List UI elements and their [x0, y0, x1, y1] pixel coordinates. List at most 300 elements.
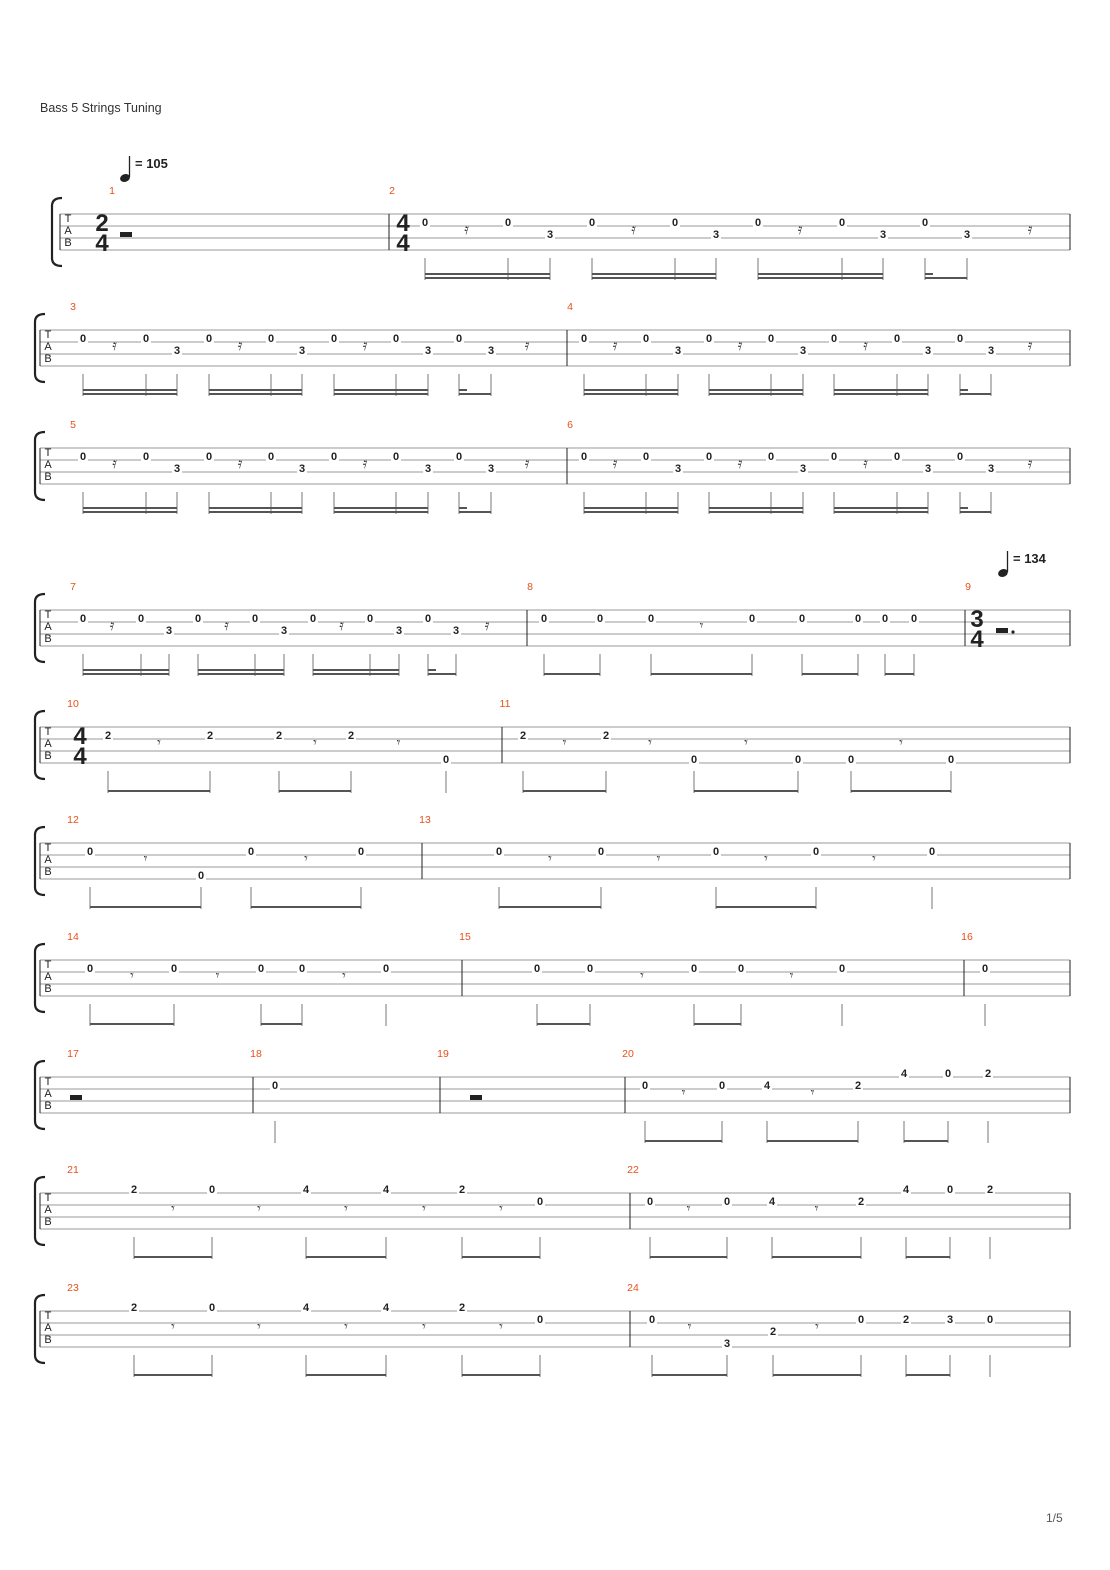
eighth-rest: 𝄾 — [313, 734, 317, 750]
time-signature-numerator: 4 — [396, 210, 410, 237]
eighth-rest: 𝄾 — [810, 1084, 815, 1100]
fret-number: 0 — [705, 451, 713, 463]
eighth-rest: 𝄾 — [899, 734, 903, 750]
staff-system — [52, 198, 1070, 280]
measure-number: 15 — [459, 931, 471, 943]
fret-number: 3 — [723, 1338, 731, 1350]
tab-clef-letter: T — [44, 726, 52, 738]
tab-clef-letter: B — [44, 471, 52, 483]
fret-number: 2 — [275, 730, 283, 742]
beam-primary — [645, 1140, 722, 1142]
eighth-rest: 𝄾 — [171, 1200, 175, 1216]
fret-number: 0 — [947, 754, 955, 766]
tab-clef-letter: A — [44, 459, 52, 471]
eighth-rest: 𝄾 — [304, 850, 308, 866]
fret-number: 4 — [382, 1184, 390, 1196]
measure-number: 7 — [70, 581, 76, 593]
tab-clef-letter: B — [44, 353, 52, 365]
tab-clef-letter: A — [44, 738, 52, 750]
fret-number: 0 — [79, 613, 87, 625]
eighth-rest: 𝄾 — [143, 850, 148, 866]
fret-number: 3 — [987, 463, 995, 475]
fret-number: 3 — [674, 345, 682, 357]
beam-primary — [425, 277, 550, 279]
beam-secondary — [960, 389, 968, 391]
beam-primary — [772, 1256, 861, 1258]
beam-primary — [904, 1140, 948, 1142]
beam-secondary — [834, 507, 928, 509]
eighth-rest: 𝄾 — [648, 734, 652, 750]
tab-clef-letter: A — [44, 341, 52, 353]
beam-primary — [83, 511, 177, 513]
tab-clef-letter: A — [44, 1204, 52, 1216]
beam-primary — [925, 277, 967, 279]
sixteenth-rest: 𝄿 — [362, 337, 368, 354]
beam-secondary — [428, 669, 436, 671]
staff-system — [35, 1061, 1070, 1143]
beam-secondary — [425, 273, 550, 275]
fret-number: 0 — [366, 613, 374, 625]
sixteenth-rest: 𝄿 — [1027, 337, 1033, 354]
fret-number: 3 — [298, 345, 306, 357]
fret-number: 3 — [799, 345, 807, 357]
fret-number: 3 — [452, 625, 460, 637]
eighth-rest: 𝄾 — [548, 850, 552, 866]
half-rest — [70, 1095, 82, 1100]
beam-primary — [134, 1256, 212, 1258]
beam-primary — [906, 1374, 950, 1376]
fret-number: 0 — [838, 217, 846, 229]
tempo-label: = 105 — [135, 156, 168, 171]
eighth-rest: 𝄾 — [814, 1200, 819, 1216]
fret-number: 0 — [251, 613, 259, 625]
beam-secondary — [584, 507, 678, 509]
fret-number: 0 — [170, 963, 178, 975]
beam-primary — [651, 673, 752, 675]
beam-primary — [758, 277, 883, 279]
fret-number: 0 — [893, 451, 901, 463]
beam-primary — [544, 673, 600, 675]
beam-secondary — [459, 389, 467, 391]
tab-clef-letter: B — [44, 750, 52, 762]
beam-secondary — [758, 273, 883, 275]
beam-primary — [83, 673, 169, 675]
fret-number: 2 — [206, 730, 214, 742]
tab-clef-letter: B — [44, 983, 52, 995]
tab-clef-letter: B — [44, 866, 52, 878]
eighth-rest: 𝄾 — [215, 967, 220, 983]
fret-number: 0 — [857, 1314, 865, 1326]
beam-primary — [906, 1256, 950, 1258]
fret-number: 0 — [648, 1314, 656, 1326]
beam-primary — [767, 1140, 858, 1142]
staff-system — [35, 944, 1070, 1026]
beam-primary — [198, 673, 284, 675]
beam-primary — [209, 511, 302, 513]
tab-clef-letter: A — [44, 1088, 52, 1100]
eighth-rest: 𝄾 — [499, 1200, 503, 1216]
fret-number: 0 — [267, 451, 275, 463]
sixteenth-rest: 𝄿 — [1027, 221, 1033, 238]
eighth-rest: 𝄾 — [744, 734, 748, 750]
fret-number: 0 — [194, 613, 202, 625]
sixteenth-rest: 𝄿 — [797, 221, 803, 238]
beam-primary — [209, 393, 302, 395]
fret-number: 4 — [302, 1184, 310, 1196]
fret-number: 0 — [794, 754, 802, 766]
eighth-rest: 𝄾 — [656, 850, 661, 866]
staff-system — [35, 827, 1070, 909]
fret-number: 0 — [690, 754, 698, 766]
eighth-rest: 𝄾 — [686, 1200, 691, 1216]
beam-primary — [428, 673, 456, 675]
beam-primary — [652, 1374, 727, 1376]
fret-number: 3 — [165, 625, 173, 637]
fret-number: 0 — [838, 963, 846, 975]
beam-primary — [306, 1374, 386, 1376]
fret-number: 3 — [924, 345, 932, 357]
fret-number: 0 — [392, 333, 400, 345]
beam-primary — [709, 393, 803, 395]
fret-number: 0 — [267, 333, 275, 345]
fret-number: 0 — [205, 333, 213, 345]
fret-number: 0 — [137, 613, 145, 625]
measure-number: 14 — [67, 931, 79, 943]
beam-primary — [885, 673, 914, 675]
beam-secondary — [209, 389, 302, 391]
eighth-rest: 𝄾 — [344, 1200, 348, 1216]
measure-number: 5 — [70, 419, 76, 431]
beam-primary — [584, 511, 678, 513]
fret-number: 0 — [723, 1196, 731, 1208]
fret-number: 0 — [718, 1080, 726, 1092]
fret-number: 0 — [641, 1080, 649, 1092]
beam-primary — [108, 790, 210, 792]
fret-number: 2 — [854, 1080, 862, 1092]
measure-number: 21 — [67, 1164, 79, 1176]
fret-number: 0 — [642, 451, 650, 463]
measure-number: 19 — [437, 1048, 449, 1060]
beam-secondary — [209, 507, 302, 509]
fret-number: 3 — [487, 345, 495, 357]
eighth-rest: 𝄾 — [257, 1200, 261, 1216]
time-signature-numerator: 4 — [73, 723, 87, 750]
beam-primary — [251, 906, 361, 908]
eighth-rest: 𝄾 — [257, 1318, 261, 1334]
beam-primary — [134, 1374, 212, 1376]
fret-number: 0 — [798, 613, 806, 625]
fret-number: 0 — [893, 333, 901, 345]
sixteenth-rest: 𝄿 — [237, 455, 243, 472]
sixteenth-rest: 𝄿 — [362, 455, 368, 472]
beam-primary — [462, 1374, 540, 1376]
measure-number: 6 — [567, 419, 573, 431]
fret-number: 0 — [421, 217, 429, 229]
fret-number: 0 — [748, 613, 756, 625]
tab-clef-letter: T — [44, 329, 52, 341]
fret-number: 3 — [298, 463, 306, 475]
fret-number: 3 — [674, 463, 682, 475]
fret-number: 3 — [173, 345, 181, 357]
eighth-rest: 𝄾 — [130, 967, 134, 983]
beam-secondary — [834, 389, 928, 391]
fret-number: 0 — [910, 613, 918, 625]
fret-number: 0 — [944, 1068, 952, 1080]
fret-number: 3 — [487, 463, 495, 475]
fret-number: 0 — [382, 963, 390, 975]
fret-number: 4 — [302, 1302, 310, 1314]
sixteenth-rest: 𝄿 — [112, 455, 117, 472]
beam-primary — [960, 393, 991, 395]
time-signature-numerator: 2 — [95, 210, 109, 237]
sixteenth-rest: 𝄿 — [484, 617, 490, 634]
tab-clef-letter: T — [44, 1192, 52, 1204]
beam-primary — [459, 393, 491, 395]
beam-secondary — [960, 507, 968, 509]
fret-number: 3 — [280, 625, 288, 637]
fret-number: 0 — [298, 963, 306, 975]
beam-secondary — [313, 669, 399, 671]
sixteenth-rest: 𝄿 — [237, 337, 243, 354]
tempo-label: = 134 — [1013, 551, 1046, 566]
beam-secondary — [592, 273, 716, 275]
fret-number: 0 — [981, 963, 989, 975]
fret-number: 0 — [205, 451, 213, 463]
beam-primary — [261, 1023, 302, 1025]
fret-number: 4 — [382, 1302, 390, 1314]
tab-clef-letter: A — [64, 225, 72, 237]
eighth-rest: 𝄾 — [422, 1200, 426, 1216]
fret-number: 0 — [690, 963, 698, 975]
beam-primary — [334, 511, 428, 513]
fret-number: 4 — [763, 1080, 771, 1092]
staff-system — [35, 594, 1070, 676]
half-rest — [120, 232, 132, 237]
beam-primary — [279, 790, 351, 792]
tab-clef-letter: B — [64, 237, 72, 249]
rest-dot — [1011, 630, 1014, 633]
fret-number: 4 — [902, 1184, 910, 1196]
beam-primary — [592, 277, 716, 279]
fret-number: 0 — [671, 217, 679, 229]
fret-number: 0 — [767, 451, 775, 463]
beam-primary — [90, 1023, 174, 1025]
fret-number: 2 — [986, 1184, 994, 1196]
fret-number: 3 — [924, 463, 932, 475]
beam-secondary — [709, 507, 803, 509]
fret-number: 0 — [754, 217, 762, 229]
beam-secondary — [334, 389, 428, 391]
tab-clef-letter: B — [44, 1216, 52, 1228]
measure-number: 23 — [67, 1282, 79, 1294]
fret-number: 2 — [769, 1326, 777, 1338]
eighth-rest: 𝄾 — [789, 967, 794, 983]
tab-clef-letter: T — [44, 1076, 52, 1088]
half-rest — [996, 628, 1008, 633]
staff-system — [35, 432, 1070, 514]
fret-number: 3 — [963, 229, 971, 241]
staff-system — [35, 1295, 1070, 1377]
fret-number: 0 — [847, 754, 855, 766]
eighth-rest: 𝄾 — [640, 967, 644, 983]
time-signature-denominator: 4 — [73, 743, 87, 770]
tab-clef-letter: T — [44, 447, 52, 459]
measure-number: 3 — [70, 301, 76, 313]
fret-number: 3 — [799, 463, 807, 475]
fret-number: 0 — [357, 846, 365, 858]
eighth-rest: 𝄾 — [342, 967, 346, 983]
beam-primary — [834, 511, 928, 513]
half-rest — [470, 1095, 482, 1100]
fret-number: 0 — [142, 451, 150, 463]
fret-number: 4 — [768, 1196, 776, 1208]
sixteenth-rest: 𝄿 — [524, 337, 530, 354]
eighth-rest: 𝄾 — [699, 617, 704, 633]
tab-clef-letter: T — [44, 609, 52, 621]
fret-number: 0 — [86, 846, 94, 858]
fret-number: 0 — [455, 333, 463, 345]
beam-primary — [709, 511, 803, 513]
beam-secondary — [925, 273, 933, 275]
beam-primary — [802, 673, 858, 675]
fret-number: 0 — [737, 963, 745, 975]
beam-primary — [694, 790, 798, 792]
sixteenth-rest: 𝄿 — [631, 221, 636, 238]
fret-number: 0 — [986, 1314, 994, 1326]
beam-primary — [584, 393, 678, 395]
fret-number: 3 — [173, 463, 181, 475]
beam-primary — [306, 1256, 386, 1258]
fret-number: 0 — [197, 870, 205, 882]
beam-secondary — [198, 669, 284, 671]
beam-secondary — [459, 507, 467, 509]
tab-clef-letter: A — [44, 621, 52, 633]
time-signature-denominator: 4 — [95, 230, 109, 257]
beam-primary — [334, 393, 428, 395]
beam-primary — [716, 906, 816, 908]
tuning-label: Bass 5 Strings Tuning — [40, 101, 162, 115]
fret-number: 0 — [767, 333, 775, 345]
measure-number: 24 — [627, 1282, 639, 1294]
fret-number: 4 — [900, 1068, 908, 1080]
eighth-rest: 𝄾 — [764, 850, 768, 866]
fret-number: 0 — [142, 333, 150, 345]
measure-number: 10 — [67, 698, 79, 710]
beam-primary — [960, 511, 991, 513]
fret-number: 0 — [881, 613, 889, 625]
fret-number: 0 — [79, 333, 87, 345]
fret-number: 2 — [458, 1302, 466, 1314]
fret-number: 3 — [987, 345, 995, 357]
fret-number: 0 — [580, 333, 588, 345]
eighth-rest: 𝄾 — [687, 1318, 692, 1334]
eighth-rest: 𝄾 — [815, 1318, 819, 1334]
staff-system — [35, 314, 1070, 396]
measure-number: 9 — [965, 581, 971, 593]
fret-number: 0 — [330, 451, 338, 463]
beam-primary — [459, 511, 491, 513]
sixteenth-rest: 𝄿 — [224, 617, 229, 634]
fret-number: 0 — [504, 217, 512, 229]
fret-number: 0 — [392, 451, 400, 463]
fret-number: 0 — [597, 846, 605, 858]
fret-number: 0 — [540, 613, 548, 625]
measure-number: 4 — [567, 301, 573, 313]
fret-number: 0 — [705, 333, 713, 345]
tab-clef-letter: T — [64, 213, 72, 225]
fret-number: 0 — [921, 217, 929, 229]
fret-number: 0 — [247, 846, 255, 858]
beam-primary — [499, 906, 601, 908]
fret-number: 0 — [830, 451, 838, 463]
beam-secondary — [584, 389, 678, 391]
fret-number: 0 — [956, 333, 964, 345]
sixteenth-rest: 𝄿 — [612, 455, 618, 472]
fret-number: 2 — [519, 730, 527, 742]
staff-system — [35, 711, 1070, 793]
tab-clef-letter: T — [44, 1310, 52, 1322]
fret-number: 2 — [902, 1314, 910, 1326]
fret-number: 0 — [442, 754, 450, 766]
beam-secondary — [83, 389, 177, 391]
fret-number: 0 — [588, 217, 596, 229]
tab-clef-letter: A — [44, 1322, 52, 1334]
beam-primary — [834, 393, 928, 395]
fret-number: 3 — [424, 345, 432, 357]
fret-number: 0 — [86, 963, 94, 975]
sixteenth-rest: 𝄿 — [464, 221, 469, 238]
tab-clef-letter: B — [44, 1100, 52, 1112]
fret-number: 0 — [712, 846, 720, 858]
fret-number: 0 — [208, 1184, 216, 1196]
tab-clef-letter: B — [44, 633, 52, 645]
sixteenth-rest: 𝄿 — [524, 455, 530, 472]
fret-number: 0 — [596, 613, 604, 625]
fret-number: 0 — [495, 846, 503, 858]
eighth-rest: 𝄾 — [157, 734, 161, 750]
beam-primary — [462, 1256, 540, 1258]
sixteenth-rest: 𝄿 — [863, 337, 868, 354]
measure-number: 11 — [499, 698, 511, 710]
beam-secondary — [83, 507, 177, 509]
fret-number: 0 — [455, 451, 463, 463]
fret-number: 0 — [79, 451, 87, 463]
fret-number: 0 — [586, 963, 594, 975]
measure-number: 12 — [67, 814, 79, 826]
fret-number: 0 — [536, 1196, 544, 1208]
fret-number: 2 — [857, 1196, 865, 1208]
measure-number: 13 — [419, 814, 431, 826]
fret-number: 0 — [330, 333, 338, 345]
fret-number: 0 — [536, 1314, 544, 1326]
sixteenth-rest: 𝄿 — [612, 337, 618, 354]
tab-clef-letter: T — [44, 842, 52, 854]
beam-secondary — [334, 507, 428, 509]
measure-number: 18 — [250, 1048, 262, 1060]
measure-number: 16 — [961, 931, 973, 943]
eighth-rest: 𝄾 — [344, 1318, 348, 1334]
fret-number: 0 — [854, 613, 862, 625]
fret-number: 0 — [257, 963, 265, 975]
fret-number: 0 — [646, 1196, 654, 1208]
tab-clef-letter: B — [44, 1334, 52, 1346]
beam-primary — [523, 790, 606, 792]
beam-secondary — [83, 669, 169, 671]
beam-primary — [650, 1256, 727, 1258]
fret-number: 0 — [946, 1184, 954, 1196]
beam-primary — [537, 1023, 590, 1025]
beam-primary — [851, 790, 951, 792]
